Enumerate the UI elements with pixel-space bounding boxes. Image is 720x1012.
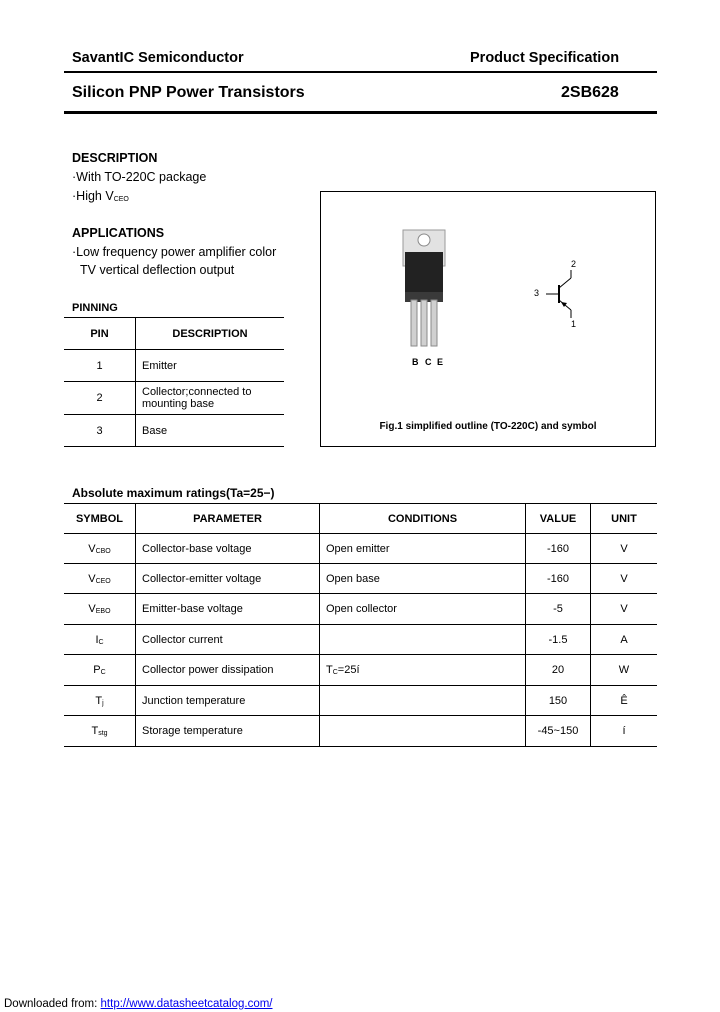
figure-box (320, 191, 656, 447)
table-row (64, 625, 657, 655)
applications-line: ·Low frequency power amplifier color (72, 245, 277, 259)
lead-label-b: B (412, 357, 419, 367)
rating-conditions: Open emitter (320, 534, 526, 564)
rating-symbol (64, 625, 136, 655)
symbol-pin-collector: 2 (571, 259, 577, 269)
symbol-sub: stg (98, 730, 108, 737)
rating-parameter: Collector-emitter voltage (136, 564, 320, 594)
symbol-main: V (88, 572, 96, 585)
symbol-main: T (95, 694, 103, 707)
rating-symbol (64, 534, 136, 564)
figure-caption: Fig.1 simplified outline (TO-220C) and symbol (379, 421, 597, 432)
rating-value: 20 (526, 655, 591, 686)
pin-description: Collector;connected to mounting base (136, 382, 285, 415)
rating-unit: V (591, 594, 658, 625)
symbol-sub: EBO (95, 608, 111, 615)
rating-value: -45~150 (526, 716, 591, 747)
symbol-main: P (93, 664, 101, 676)
rating-conditions (320, 655, 526, 686)
rating-unit: í (591, 716, 658, 747)
table-row (64, 686, 657, 716)
symbol-main: I (95, 633, 99, 646)
rating-symbol (64, 716, 136, 747)
symbol-sub: CEO (95, 577, 111, 585)
pin-number: 2 (64, 382, 136, 415)
rating-parameter: Collector-base voltage (136, 534, 320, 564)
header-rule-top (64, 71, 657, 73)
table-row (64, 382, 284, 415)
ratings-title: Absolute maximum ratings(Ta=25−) (72, 486, 275, 500)
pin-description: Emitter (136, 350, 285, 382)
description-item: ·With TO-220C package (72, 170, 207, 184)
symbol-main: V (88, 542, 96, 555)
lead-collector (421, 300, 427, 346)
lead-label-e: E (437, 357, 444, 367)
description-item (72, 189, 129, 203)
description-item-sub: CEO (113, 196, 129, 203)
table-row (64, 564, 657, 594)
header-rule-bottom (64, 111, 657, 114)
symbol-sub: CBO (95, 547, 111, 555)
rating-value: -1.5 (526, 625, 591, 655)
unit-header: UNIT (591, 504, 658, 534)
symbol-sub: C (98, 638, 104, 646)
table-row (64, 534, 657, 564)
symbol-main: T (91, 725, 99, 737)
symbol-collector-lead (559, 278, 571, 288)
pin-description-header: DESCRIPTION (136, 318, 285, 350)
rating-symbol (64, 655, 136, 686)
lead-emitter (431, 300, 437, 346)
rating-parameter: Storage temperature (136, 716, 320, 747)
part-number: 2SB628 (561, 84, 619, 101)
rating-symbol (64, 594, 136, 625)
symbol-pin-emitter: 1 (571, 319, 577, 329)
rating-unit: V (591, 534, 658, 564)
mounting-hole (418, 234, 430, 246)
conditions-header: CONDITIONS (320, 504, 526, 534)
company-name: SavantIC Semiconductor (72, 50, 244, 66)
rating-conditions (320, 686, 526, 716)
rating-conditions (320, 625, 526, 655)
ratings-table (64, 503, 657, 747)
symbol-sub: C (100, 669, 106, 676)
symbol-pin-base: 3 (534, 288, 540, 298)
rating-parameter: Collector current (136, 625, 320, 655)
pinning-title: PINNING (72, 302, 118, 314)
rating-symbol (64, 686, 136, 716)
symbol-header: SYMBOL (64, 504, 136, 534)
table-row (64, 350, 284, 382)
rating-conditions: Open base (320, 564, 526, 594)
description-item-text: ·High V (72, 189, 114, 203)
rating-parameter: Junction temperature (136, 686, 320, 716)
table-row (64, 415, 284, 447)
pin-description: Base (136, 415, 285, 447)
table-row (64, 655, 657, 686)
rating-parameter: Emitter-base voltage (136, 594, 320, 625)
pin-header: PIN (64, 318, 136, 350)
pinning-header-row (64, 318, 284, 350)
rating-value: 150 (526, 686, 591, 716)
rating-unit: W (591, 655, 658, 686)
description-title: DESCRIPTION (72, 151, 158, 165)
product-line: Silicon PNP Power Transistors (72, 84, 305, 101)
rating-unit: A (591, 625, 658, 655)
rating-symbol (64, 564, 136, 594)
rating-unit: Ê (591, 686, 658, 716)
table-row (64, 594, 657, 625)
pinning-table (64, 317, 284, 447)
doc-type: Product Specification (470, 50, 620, 66)
footer (4, 998, 273, 1010)
to220c-outline-image (321, 192, 655, 446)
symbol-main: V (88, 603, 96, 615)
symbol-sub: j (102, 699, 104, 707)
condition-rest: =25í (337, 664, 360, 676)
package-body (405, 252, 443, 296)
condition-main: T (326, 664, 333, 676)
value-header: VALUE (526, 504, 591, 534)
parameter-header: PARAMETER (136, 504, 320, 534)
applications-title: APPLICATIONS (72, 226, 165, 240)
rating-value: -5 (526, 594, 591, 625)
footer-prefix: Downloaded from: (4, 998, 98, 1010)
applications-line: TV vertical deflection output (80, 263, 235, 277)
rating-value: -160 (526, 534, 591, 564)
rating-conditions: Open collector (320, 594, 526, 625)
pin-number: 1 (64, 350, 136, 382)
lead-base (411, 300, 417, 346)
condition-sub: C (332, 669, 338, 676)
lead-label-c: C (425, 357, 432, 367)
rating-conditions (320, 716, 526, 747)
table-row (64, 716, 657, 747)
rating-unit: V (591, 564, 658, 594)
pin-number: 3 (64, 415, 136, 447)
footer-link[interactable]: http://www.datasheetcatalog.com/ (100, 998, 273, 1010)
rating-parameter: Collector power dissipation (136, 655, 320, 686)
ratings-header-row (64, 504, 657, 534)
rating-value: -160 (526, 564, 591, 594)
